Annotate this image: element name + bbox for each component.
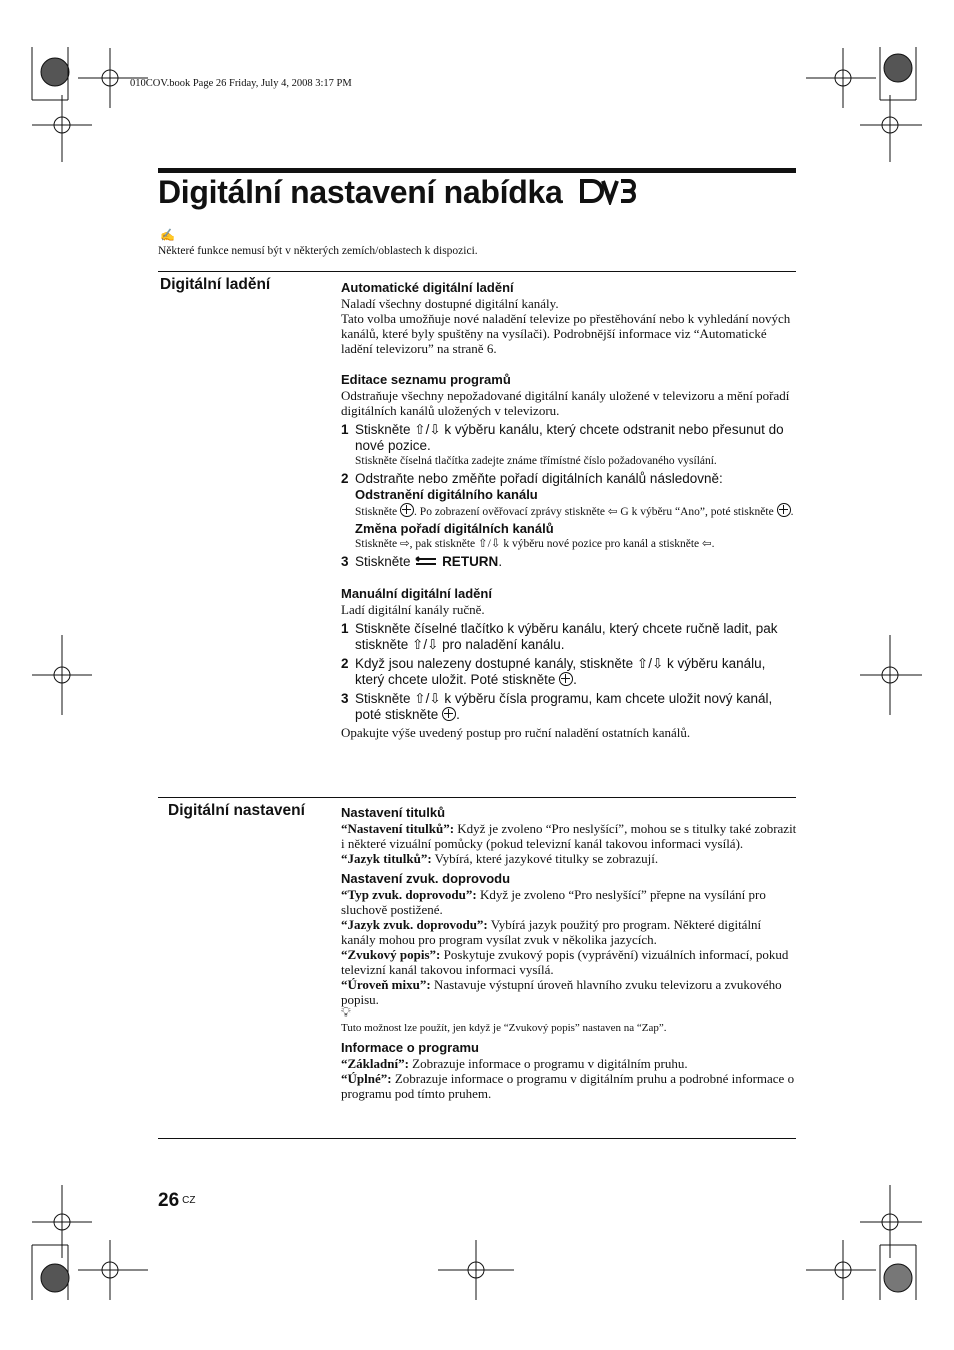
enter-button-icon bbox=[559, 672, 573, 686]
step: 2 Když jsou nalezeny dostupné kanály, stiskněte ⇧/⇩ k výběru kanálu, který chcete uložit. Poté stiskněte . bbox=[341, 656, 766, 687]
step: 1 Stiskněte ⇧/⇩ k výběru kanálu, který chcete odstranit nebo přesunut do nové pozice. bbox=[341, 422, 784, 453]
step-note: Stiskněte číselná tlačítka zadejte známe třímístné číslo požadovaného vysílání. bbox=[355, 455, 717, 467]
subheading: Automatické digitální ladění bbox=[341, 280, 514, 295]
step: 1 Stiskněte číselné tlačítko k výběru kanálu, který chcete ručně ladit, pak stiskněte ⇧/⇩ pro naladění kanálu. bbox=[341, 621, 778, 652]
paragraph: Ladí digitální kanály ručně. bbox=[341, 602, 485, 617]
subheading: Nastavení titulků bbox=[341, 805, 446, 820]
page-title-text: Digitální nastavení nabídka bbox=[158, 174, 563, 210]
dvb-logo-icon bbox=[579, 176, 637, 213]
subheading: Nastavení zvuk. doprovodu bbox=[341, 871, 511, 886]
section-digital-setup bbox=[341, 805, 797, 1101]
header-meta: 010COV.book Page 26 Friday, July 4, 2008 3:17 PM bbox=[130, 78, 352, 89]
paragraph: “Jazyk titulků”: Vybírá, které jazykové titulky se zobrazují. bbox=[341, 851, 659, 866]
step: 3 Stiskněte ⇧/⇩ k výběru čísla programu, kam chcete uložit nový kanál, poté stiskněte . bbox=[341, 691, 773, 722]
return-icon bbox=[414, 556, 438, 566]
step: 3 Stiskněte RETURN. bbox=[341, 554, 503, 569]
note-pencil-icon: ✍ bbox=[160, 228, 175, 242]
paragraph: Tato volba umožňuje nové naladění televize po přestěhování nebo k vyhledání nových kanálů, které byly spuštěny na vysílači). Podrobnější informace viz “Automatické ladění televizoru” na straně 6. bbox=[341, 311, 791, 356]
paragraph: Odstraňuje všechny nepožadované digitální kanály uložené v televizoru a mění pořadí digitálních kanálů uložených v televizoru. bbox=[341, 388, 790, 418]
title-rule bbox=[158, 168, 796, 173]
subheading: Změna pořadí digitálních kanálů bbox=[355, 521, 554, 536]
tip-text: Tuto možnost lze použít, jen když je “Zvukový popis” nastaven na “Zap”. bbox=[341, 1022, 667, 1034]
paragraph: “Jazyk zvuk. doprovodu”: Vybírá jazyk použitý pro program. Některé digitální kanály mohou pro program vysílat zvuk v několika jazycích. bbox=[341, 917, 762, 947]
subheading: Informace o programu bbox=[341, 1040, 479, 1055]
subheading: Editace seznamu programů bbox=[341, 372, 511, 387]
enter-button-icon bbox=[442, 707, 456, 721]
paragraph: Opakujte výše uvedený postup pro ruční naladění ostatních kanálů. bbox=[341, 725, 691, 740]
step: 2 Odstraňte nebo změňte pořadí digitálních kanálů následovně: bbox=[341, 471, 723, 486]
enter-button-icon bbox=[777, 503, 791, 517]
subheading: Odstranění digitálního kanálu bbox=[355, 487, 538, 502]
page-number: 26 $^{CZ}$ bbox=[158, 1190, 196, 1211]
paragraph: “Základní”: Zobrazuje informace o programu v digitálním pruhu. bbox=[341, 1056, 688, 1071]
paragraph: “Úplné”: Zobrazuje informace o programu v digitálním pruhu a podrobné informace o programu pod tímto pruhem. bbox=[341, 1071, 795, 1101]
paragraph: “Zvukový popis”: Poskytuje zvukový popis (vyprávění) vizuálních informací, pokud televizní kanál takovou informaci vysílá. bbox=[341, 947, 789, 977]
paragraph: “Nastavení titulků”: Když je zvoleno “Pro neslyšící”, mohou se s titulky také zobrazit i některé vizuální pomůcky (pokud televizní kanál takovou informaci vysílá). bbox=[341, 821, 797, 851]
lightbulb-icon: 💡︎ bbox=[341, 1006, 351, 1021]
page-title bbox=[158, 174, 637, 213]
divider bbox=[158, 797, 796, 798]
step-note: Stiskněte . Po zobrazení ověřovací zprávy stiskněte ⇦ G k výběru “Ano”, poté stiskněte . bbox=[341, 503, 797, 519]
divider bbox=[158, 271, 796, 272]
divider bbox=[158, 1138, 796, 1139]
paragraph: Naladí všechny dostupné digitální kanály. bbox=[341, 296, 559, 311]
section-heading-digital-tuning: Digitální ladění bbox=[160, 276, 271, 293]
paragraph: “Typ zvuk. doprovodu”: Když je zvoleno “Pro neslyšící” přepne na vysílání pro sluchově postižené. bbox=[341, 887, 766, 917]
subheading: Manuální digitální ladění bbox=[341, 586, 492, 601]
note-text: Některé funkce nemusí být v některých zemích/oblastech k dispozici. bbox=[158, 245, 478, 257]
section-heading-digital-setup: Digitální nastavení bbox=[168, 802, 305, 819]
step-note: Stiskněte ⇨, pak stiskněte ⇧/⇩ k výběru nové pozice pro kanál a stiskněte ⇦. bbox=[355, 538, 715, 550]
section-digital-tuning bbox=[341, 280, 797, 740]
enter-button-icon bbox=[400, 503, 414, 517]
paragraph: “Úroveň mixu”: Nastavuje výstupní úroveň hlavního zvuku televizoru a zvukového popisu. bbox=[341, 977, 782, 1007]
